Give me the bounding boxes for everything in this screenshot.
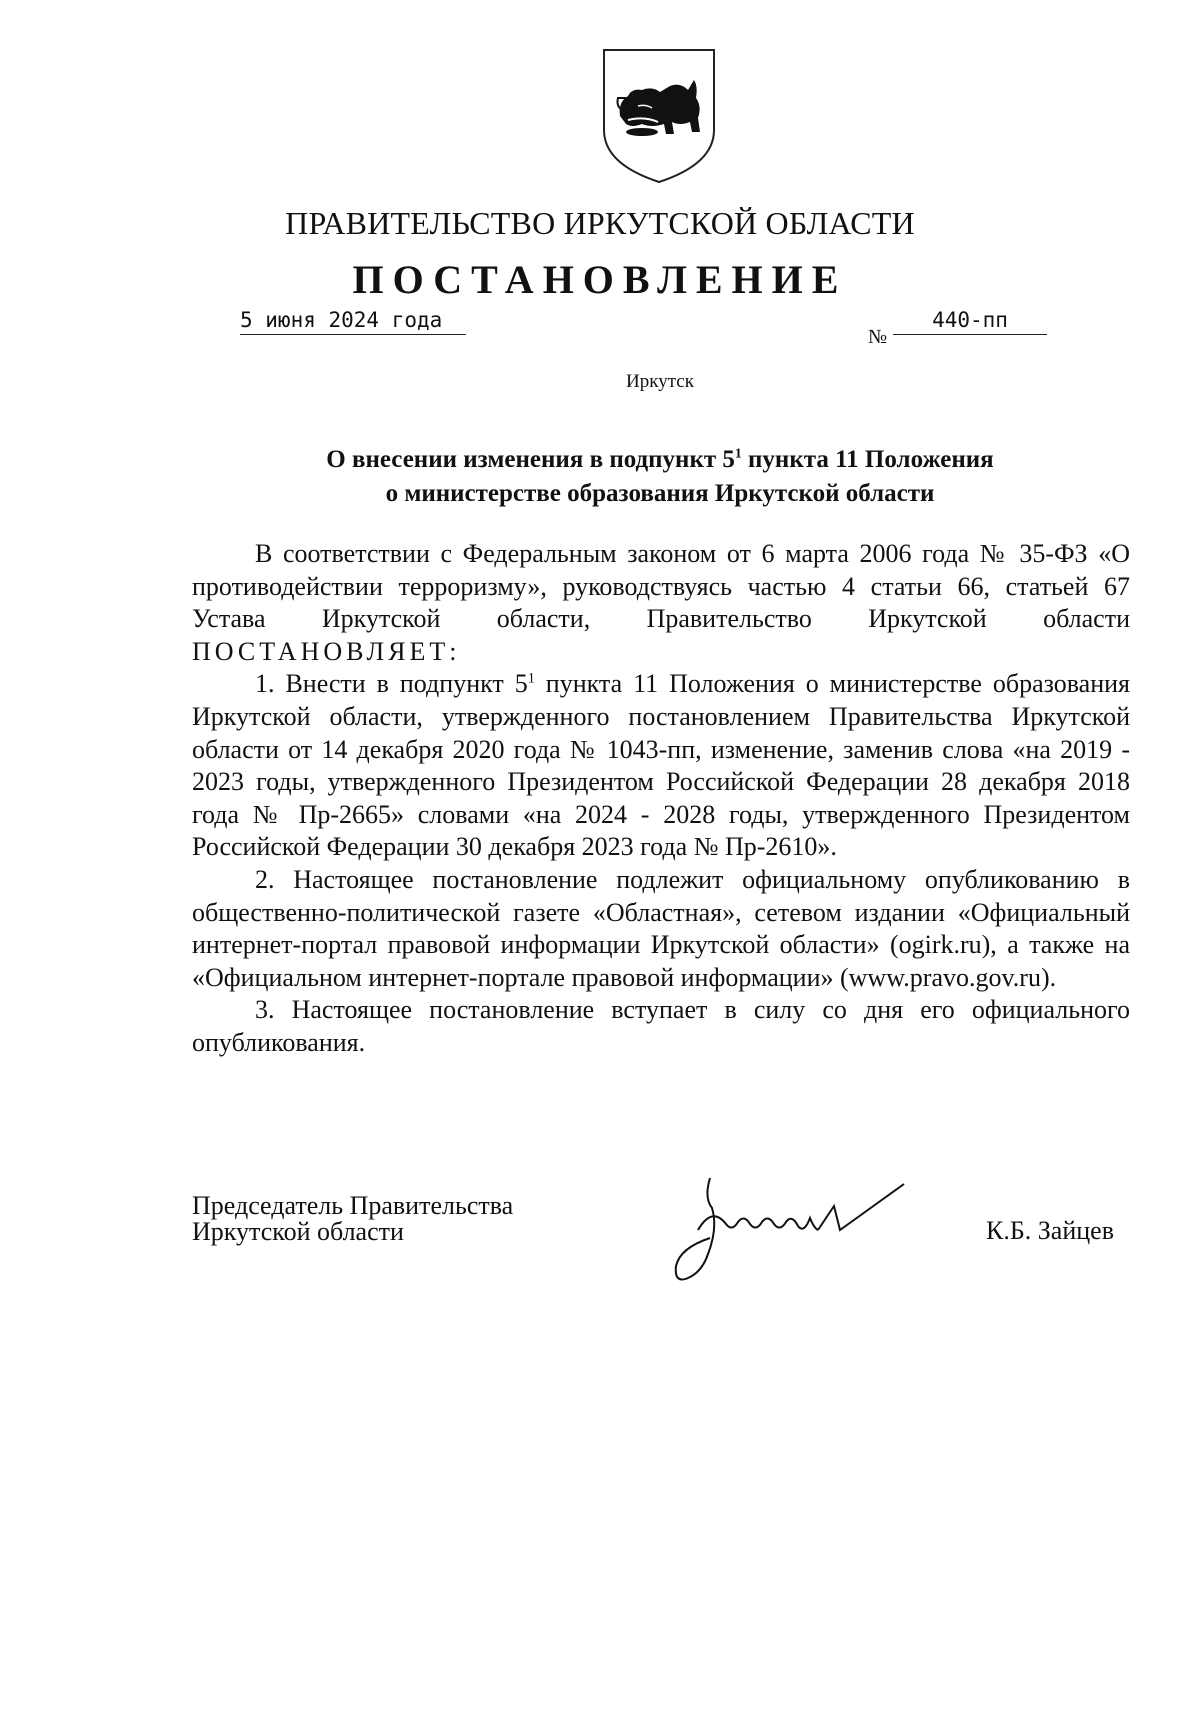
item-1-paragraph: 1. Внести в подпункт $5^1$ пункта 11 Положения о министерстве образования Иркутской области, утвержденного постановлением Правительства Иркутской области от 14 декабря 2020 года № 1043-пп, изменение, заменив слова «на 2019 - 2023 годы, утвержденного Президентом Российской Федерации 28 декабря 2018 года № Пр-2665» словами «на 2024 - 2028 годы, утвержденного Президентом Российской Федерации 30 декабря 2023 года № Пр-2610». [192, 669, 1130, 862]
item-3-paragraph: 3. Настоящее постановление вступает в силу со дня его официального опубликования. [192, 995, 1130, 1057]
subject-line-1: О внесении изменения в подпункт $5^1$ пункта 11 Положения [326, 445, 994, 473]
preamble-paragraph: В соответствии с Федеральным законом от 6 марта 2006 года № 35-ФЗ «О противодействии терроризму», руководствуясь частью 4 статьи 66, статьей 67 Устава Иркутской области, Правительство Иркутской области ПОСТАНОВЛЯЕТ: [192, 539, 1130, 666]
document-type-title: ПОСТАНОВЛЕНИЕ [352, 257, 848, 302]
decree-body [192, 538, 1130, 1060]
number-sign: № [868, 326, 888, 348]
signature-icon [668, 1168, 926, 1293]
item-2-paragraph: 2. Настоящее постановление подлежит официальному опубликованию в общественно-политической газете «Областная», сетевом издании «Официальный интернет-портал правовой информации Иркутской области» (ogirk.ru), а также на «Официальном интернет-портале правовой информации» (www.pravo.gov.ru). [192, 864, 1130, 992]
city-name: Иркутск [626, 371, 694, 392]
signer-position-line-2: Иркутской области [192, 1217, 404, 1246]
coat-of-arms-icon [598, 46, 720, 186]
resolves-word: ПОСТАНОВЛЯЕТ: [192, 636, 461, 666]
decree-subject [0, 443, 1200, 511]
signer-name: К.Б. Зайцев [986, 1216, 1114, 1245]
decree-date: 5 июня 2024 года [240, 308, 466, 335]
subject-line-2: о министерстве образования Иркутской области [385, 480, 935, 507]
decree-number: 440-пп [893, 308, 1047, 335]
government-name: ПРАВИТЕЛЬСТВО ИРКУТСКОЙ ОБЛАСТИ [285, 205, 915, 241]
signer-position-line-1: Председатель Правительства [192, 1191, 514, 1220]
signer-position [192, 1193, 513, 1245]
